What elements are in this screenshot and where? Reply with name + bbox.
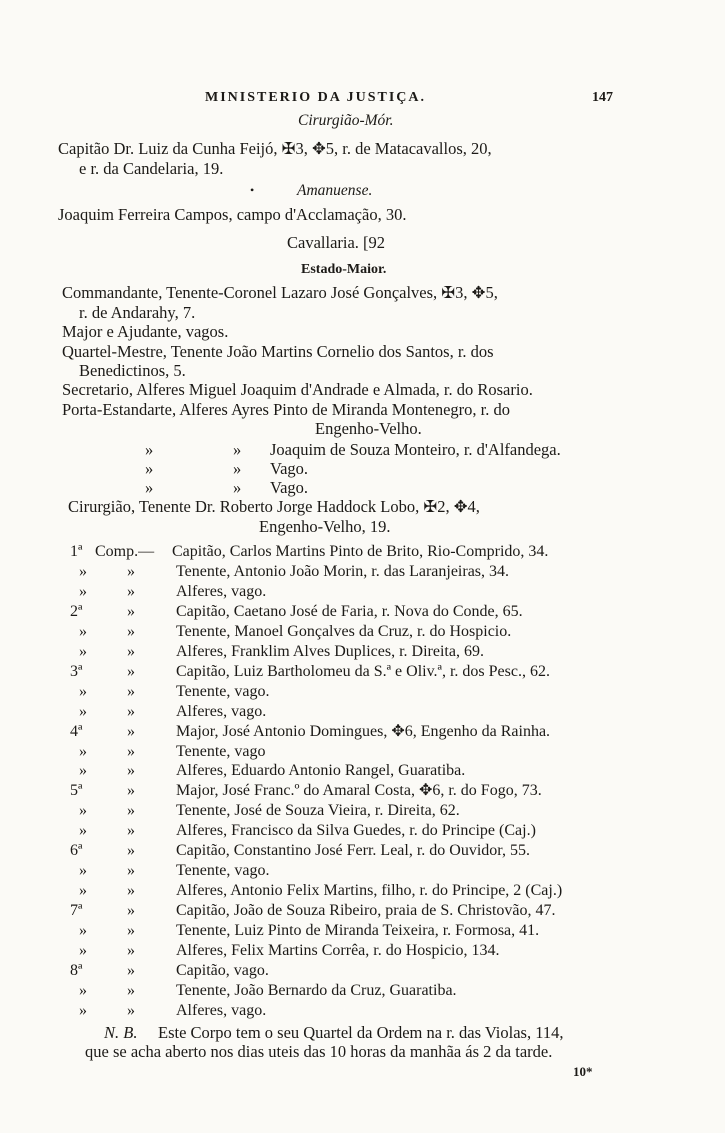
text-line: Porta-Estandarte, Alferes Ayres Pinto de Miranda Montenegro, r. do xyxy=(62,400,511,419)
company-officer-line: Alferes, Felix Martins Corrêa, r. do Hospicio, 134. xyxy=(176,942,500,959)
company-officer-line: Capitão, Carlos Martins Pinto de Brito, Rio-Comprido, 34. xyxy=(172,543,549,560)
company-officer-line: Major, José Franc.º do Amaral Costa, ✥6, r. do Fogo, 73. xyxy=(176,782,542,799)
page-number: 147 xyxy=(592,90,613,105)
company-officer-line: Capitão, vago. xyxy=(176,962,269,979)
company-officer-line: Tenente, vago. xyxy=(176,683,270,700)
company-number: » xyxy=(79,942,87,959)
company-number: » xyxy=(79,563,87,580)
text-line: r. de Andarahy, 7. xyxy=(79,303,196,322)
company-number: » xyxy=(79,703,87,720)
company-label: » xyxy=(127,743,135,760)
company-number: » xyxy=(79,683,87,700)
company-officer-line: Capitão, Luiz Bartholomeu da S.ª e Oliv.ª, r. dos Pesc., 62. xyxy=(176,663,550,680)
running-header-title: MINISTERIO DA JUSTIÇA. xyxy=(205,90,426,105)
company-officer-line: Alferes, Antonio Felix Martins, filho, r. do Principe, 2 (Caj.) xyxy=(176,882,563,899)
company-label: » xyxy=(127,683,135,700)
text-line: e r. da Candelaria, 19. xyxy=(79,159,224,178)
section-heading-amanuense: Amanuense. xyxy=(297,182,373,199)
signature-mark: 10* xyxy=(573,1064,593,1079)
company-officer-line: Tenente, Antonio João Morin, r. das Laranjeiras, 34. xyxy=(176,563,510,580)
text-line: Commandante, Tenente-Coronel Lazaro José Gonçalves, ✠3, ✥5, xyxy=(62,283,498,302)
company-label: » xyxy=(127,942,135,959)
text-line: Vago. xyxy=(270,478,309,497)
ditto-mark: » xyxy=(233,459,242,478)
company-label: » xyxy=(127,782,135,799)
company-number: » xyxy=(79,862,87,879)
note-text-line: Este Corpo tem o seu Quartel da Ordem na r. das Violas, 114, xyxy=(158,1023,564,1042)
company-officer-line: Capitão, Caetano José de Faria, r. Nova do Conde, 65. xyxy=(176,603,523,620)
section-heading-cavallaria: Cavallaria. [92 xyxy=(287,233,386,252)
company-number: 8ª xyxy=(70,962,83,979)
company-label: » xyxy=(127,822,135,839)
company-officer-line: Major, José Antonio Domingues, ✥6, Engenho da Rainha. xyxy=(176,723,551,740)
company-number: » xyxy=(79,643,87,660)
company-number: 2ª xyxy=(70,603,83,620)
section-heading-estado-maior: Estado-Maior. xyxy=(301,262,387,277)
company-label: » xyxy=(127,703,135,720)
text-line: Secretario, Alferes Miguel Joaquim d'Andrade e Almada, r. do Rosario. xyxy=(62,380,533,399)
company-officer-line: Tenente, Luiz Pinto de Miranda Teixeira, r. Formosa, 41. xyxy=(176,922,540,939)
company-number: 1ª xyxy=(70,543,83,560)
company-label: » xyxy=(127,882,135,899)
company-officer-line: Capitão, João de Souza Ribeiro, praia de S. Christovão, 47. xyxy=(176,902,556,919)
note-label: N. B. xyxy=(104,1023,138,1042)
company-number: » xyxy=(79,1002,87,1019)
text-line: Capitão Dr. Luiz da Cunha Feijó, ✠3, ✥5, r. de Matacavallos, 20, xyxy=(58,139,492,158)
company-officer-line: Alferes, vago. xyxy=(176,1002,267,1019)
company-officer-line: Tenente, Manoel Gonçalves da Cruz, r. do Hospicio. xyxy=(176,623,512,640)
company-number: » xyxy=(79,762,87,779)
company-number: » xyxy=(79,922,87,939)
company-label: » xyxy=(127,802,135,819)
text-line: Major e Ajudante, vagos. xyxy=(62,322,229,341)
company-label: » xyxy=(127,583,135,600)
company-label: » xyxy=(127,623,135,640)
note-text-line: que se acha aberto nos dias uteis das 10 horas da manhãa ás 2 da tarde. xyxy=(85,1042,553,1061)
company-number: » xyxy=(79,623,87,640)
company-label: » xyxy=(127,862,135,879)
company-number: » xyxy=(79,802,87,819)
company-officer-line: Tenente, vago. xyxy=(176,862,270,879)
company-officer-line: Alferes, Francisco da Silva Guedes, r. do Principe (Caj.) xyxy=(176,822,536,839)
company-label: » xyxy=(127,563,135,580)
company-number: 4ª xyxy=(70,723,83,740)
text-line: Benedictinos, 5. xyxy=(79,361,186,380)
company-number: 6ª xyxy=(70,842,83,859)
company-number: 5ª xyxy=(70,782,83,799)
company-label: » xyxy=(127,962,135,979)
text-line: Vago. xyxy=(270,459,309,478)
ditto-mark: » xyxy=(145,440,154,459)
ditto-mark: » xyxy=(145,459,154,478)
company-officer-line: Alferes, vago. xyxy=(176,703,267,720)
company-officer-line: Tenente, José de Souza Vieira, r. Direita, 62. xyxy=(176,802,460,819)
company-label: » xyxy=(127,1002,135,1019)
ditto-mark: » xyxy=(145,478,154,497)
ditto-mark: » xyxy=(233,440,242,459)
company-number: » xyxy=(79,743,87,760)
company-number: » xyxy=(79,882,87,899)
company-label: » xyxy=(127,842,135,859)
text-line: Quartel-Mestre, Tenente João Martins Cornelio dos Santos, r. dos xyxy=(62,342,494,361)
company-number: 7ª xyxy=(70,902,83,919)
company-number: » xyxy=(79,822,87,839)
text-line: Engenho-Velho. xyxy=(315,419,422,438)
company-label: » xyxy=(127,603,135,620)
company-label: » xyxy=(127,762,135,779)
company-officer-line: Alferes, Franklim Alves Duplices, r. Direita, 69. xyxy=(176,643,484,660)
company-label: » xyxy=(127,982,135,999)
company-number: 3ª xyxy=(70,663,83,680)
company-officer-line: Capitão, Constantino José Ferr. Leal, r. do Ouvidor, 55. xyxy=(176,842,530,859)
text-line: Cirurgião, Tenente Dr. Roberto Jorge Haddock Lobo, ✠2, ✥4, xyxy=(68,497,480,516)
company-officer-line: Tenente, vago xyxy=(176,743,266,760)
company-label: » xyxy=(127,663,135,680)
company-label: » xyxy=(127,922,135,939)
company-officer-line: Alferes, vago. xyxy=(176,583,267,600)
company-label: » xyxy=(127,902,135,919)
company-number: » xyxy=(79,583,87,600)
text-line: Joaquim Ferreira Campos, campo d'Acclamação, 30. xyxy=(58,205,407,224)
bullet-mark: • xyxy=(250,183,255,197)
ditto-mark: » xyxy=(233,478,242,497)
section-heading-cirurgiao-mor: Cirurgião-Mór. xyxy=(298,112,394,129)
text-line: Engenho-Velho, 19. xyxy=(259,517,391,536)
company-label: » xyxy=(127,643,135,660)
company-number: » xyxy=(79,982,87,999)
company-label: Comp.— xyxy=(95,543,155,560)
company-officer-line: Tenente, João Bernardo da Cruz, Guaratiba. xyxy=(176,982,457,999)
text-line: Joaquim de Souza Monteiro, r. d'Alfandega. xyxy=(270,440,561,459)
company-officer-line: Alferes, Eduardo Antonio Rangel, Guaratiba. xyxy=(176,762,466,779)
company-label: » xyxy=(127,723,135,740)
